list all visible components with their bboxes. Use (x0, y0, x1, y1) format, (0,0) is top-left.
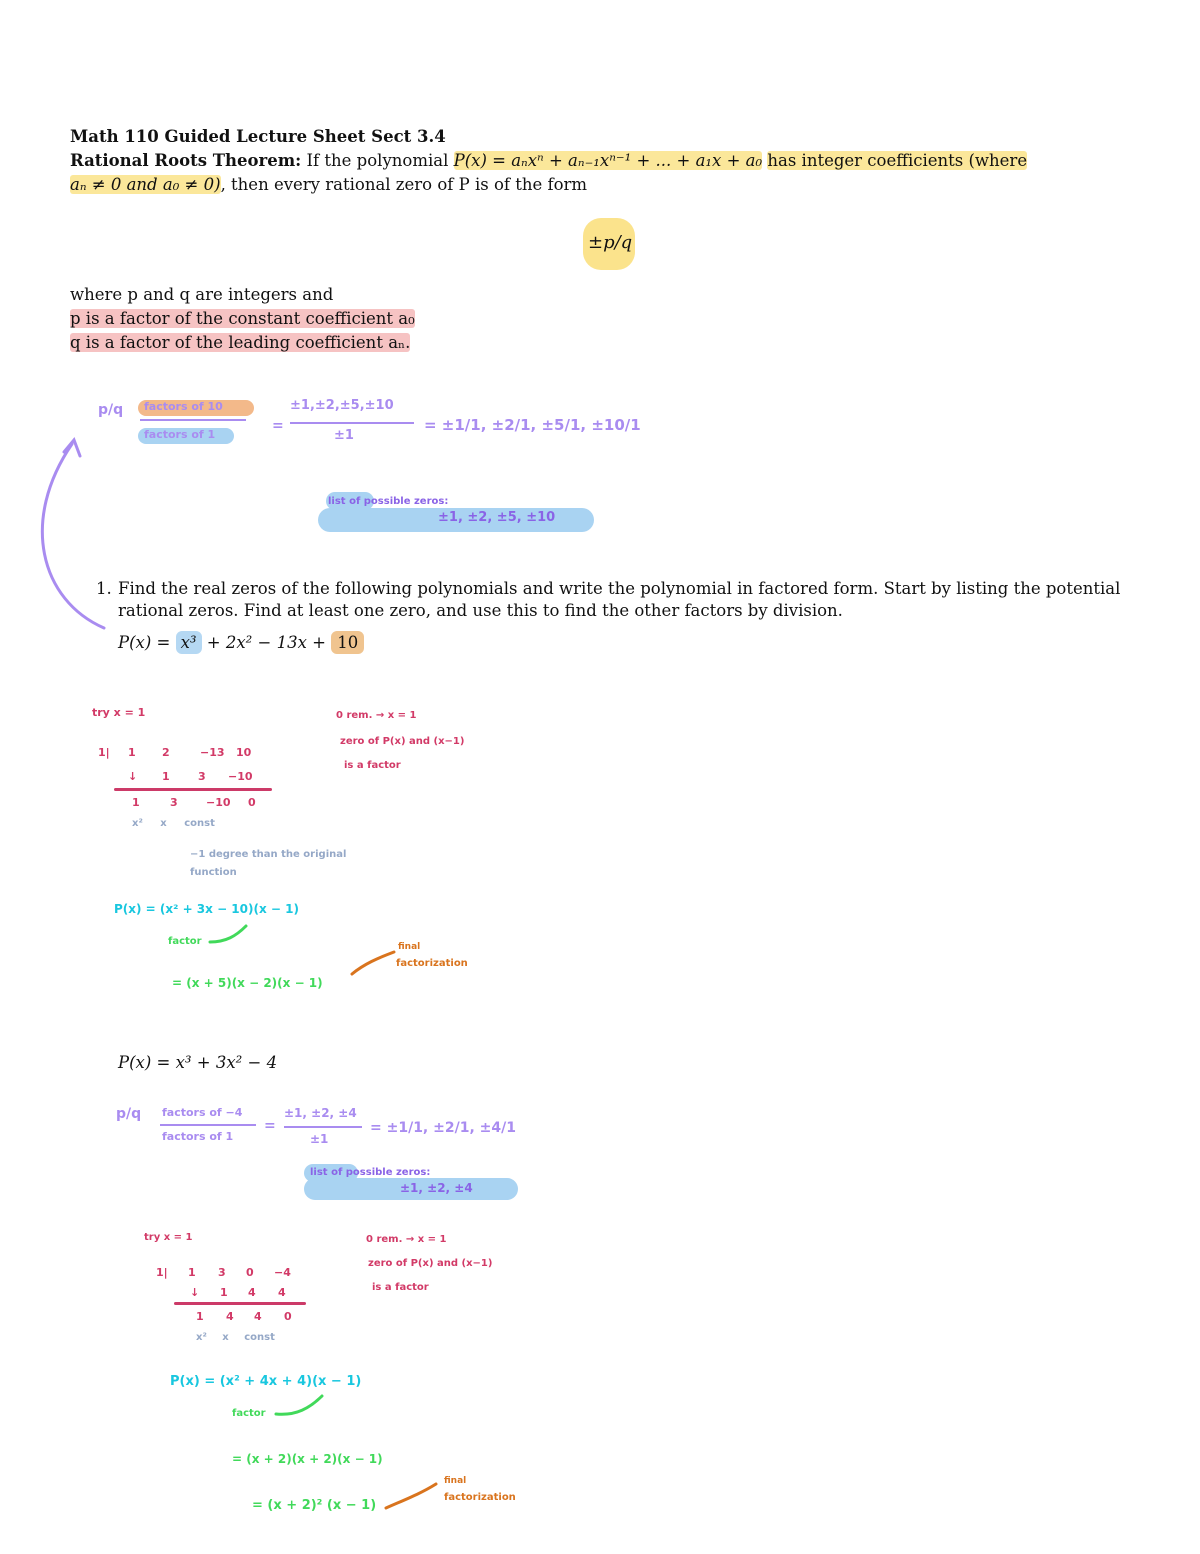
work1-rem-note-3: is a factor (344, 760, 401, 771)
work2-final-label-2: factorization (444, 1492, 516, 1503)
work2-rem-note-2: zero of P(x) and (x−1) (368, 1258, 493, 1269)
theorem-polynomial: P(x) = aₙxⁿ + aₙ₋₁xⁿ⁻¹ + ... + a₁x + a₀ (453, 151, 763, 170)
work1-final-label-2: factorization (396, 958, 468, 969)
poly1-leading-term: x³ (176, 631, 202, 654)
theorem-text-c: , then every rational zero of P is of the form (220, 175, 588, 194)
hw-frac-bar-2 (290, 422, 414, 424)
work2-factorization-1: P(x) = (x² + 4x + 4)(x − 1) (170, 1374, 362, 1389)
work2-final-label-1: final (444, 1476, 467, 1486)
theorem-condition: aₙ ≠ 0 and a₀ ≠ 0) (70, 175, 221, 194)
work2-factors-num: factors of −4 (162, 1106, 243, 1119)
problem-number: 1. (96, 579, 112, 598)
polynomial-1: P(x) = x³ + 2x² − 13x + 10 (118, 632, 364, 654)
final-arrow-2-icon (386, 1484, 436, 1508)
work1-factor-label: factor (168, 936, 202, 947)
work2-factors-den: factors of 1 (162, 1130, 234, 1143)
work1-final-label-1: final (398, 942, 421, 952)
problem-text-1: Find the real zeros of the following polynomials and write the polynomial in factored form. Start by listing the potential (118, 579, 1121, 598)
curved-arrow-icon (42, 444, 104, 628)
work2-pq: p/q (116, 1106, 142, 1122)
work1-degree-note: −1 degree than the original function (190, 849, 347, 878)
theorem-text-b: has integer coefficients (where (767, 151, 1028, 170)
hw-factors-num: factors of 10 (144, 400, 223, 413)
work2-list-label: list of possible zeros: (310, 1167, 431, 1178)
hw-candidates: = ±1/1, ±2/1, ±5/1, ±10/1 (424, 416, 641, 434)
work2-division-rule (174, 1302, 306, 1305)
work2-rem-note-3: is a factor (372, 1282, 429, 1293)
final-arrow-icon (352, 952, 394, 974)
theorem-line-2 (70, 174, 587, 196)
work2-row1: 1| 1 3 0 −4 (156, 1266, 291, 1279)
work1-division-rule (114, 788, 272, 791)
hw-factors-den: factors of 1 (144, 428, 216, 441)
work1-factorization-1: P(x) = (x² + 3x − 10)(x − 1) (114, 902, 299, 916)
hw-pq: p/q (98, 402, 124, 418)
work2-factorization-3: = (x + 2)² (x − 1) (252, 1498, 377, 1513)
work2-row2: ↓ 1 4 4 (190, 1286, 286, 1299)
polynomial-2: P(x) = x³ + 3x² − 4 (118, 1053, 278, 1072)
work2-list-den: ±1 (310, 1132, 329, 1146)
factor-arrow-icon (210, 926, 246, 942)
work1-try: try x = 1 (92, 706, 146, 719)
rational-form: ±p/q (588, 232, 633, 253)
work2-candidates: = ±1/1, ±2/1, ±4/1 (370, 1120, 516, 1136)
work2-row3: 1 4 4 0 (196, 1310, 292, 1323)
work1-row3: 1 3 −10 0 (132, 796, 256, 809)
work2-list-values: ±1, ±2, ±4 (400, 1181, 473, 1195)
work1-degree-labels: x² x const (132, 818, 215, 829)
work2-eq-sign: = (264, 1118, 276, 1134)
poly1-constant-term: 10 (331, 631, 364, 654)
work2-factorization-2: = (x + 2)(x + 2)(x − 1) (232, 1452, 383, 1466)
factor-arrow-2-icon (276, 1396, 322, 1414)
q-definition: q is a factor of the leading coefficient aₙ. (70, 333, 411, 352)
work2-rem-note-1: 0 rem. → x = 1 (366, 1234, 447, 1245)
work1-factorization-2: = (x + 5)(x − 2)(x − 1) (172, 976, 323, 990)
theorem-line-1 (70, 150, 1027, 172)
work2-try: try x = 1 (144, 1232, 193, 1243)
hw-list-values: ±1, ±2, ±5, ±10 (438, 510, 556, 525)
work1-row2: ↓ 1 3 −10 (128, 770, 253, 783)
where-line: where p and q are integers and (70, 285, 334, 304)
theorem-label: Rational Roots Theorem: (70, 151, 302, 170)
work2-frac-bar-2 (284, 1126, 362, 1128)
theorem-text-a: If the polynomial (306, 151, 449, 170)
page-title: Math 110 Guided Lecture Sheet Sect 3.4 (70, 127, 446, 146)
work2-list-num: ±1, ±2, ±4 (284, 1106, 357, 1120)
problem-text-2: rational zeros. Find at least one zero, and use this to find the other factors by division. (118, 601, 843, 620)
work2-factor-label: factor (232, 1408, 266, 1419)
work1-rem-note-1: 0 rem. → x = 1 (336, 710, 417, 721)
p-definition: p is a factor of the constant coefficient a₀ (70, 309, 415, 328)
hw-eq-sign: = (272, 418, 284, 434)
hw-list-num: ±1,±2,±5,±10 (290, 398, 394, 413)
work2-degree-labels: x² x const (196, 1332, 275, 1343)
hw-list-label: list of possible zeros: (328, 496, 449, 507)
work1-rem-note-2: zero of P(x) and (x−1) (340, 736, 465, 747)
work1-row1: 1| 1 2 −13 10 (98, 746, 252, 759)
curved-arrow-head-icon (64, 440, 80, 456)
work2-frac-bar-1 (160, 1124, 256, 1126)
hw-list-den: ±1 (334, 428, 354, 443)
hw-frac-bar-1 (140, 419, 246, 421)
